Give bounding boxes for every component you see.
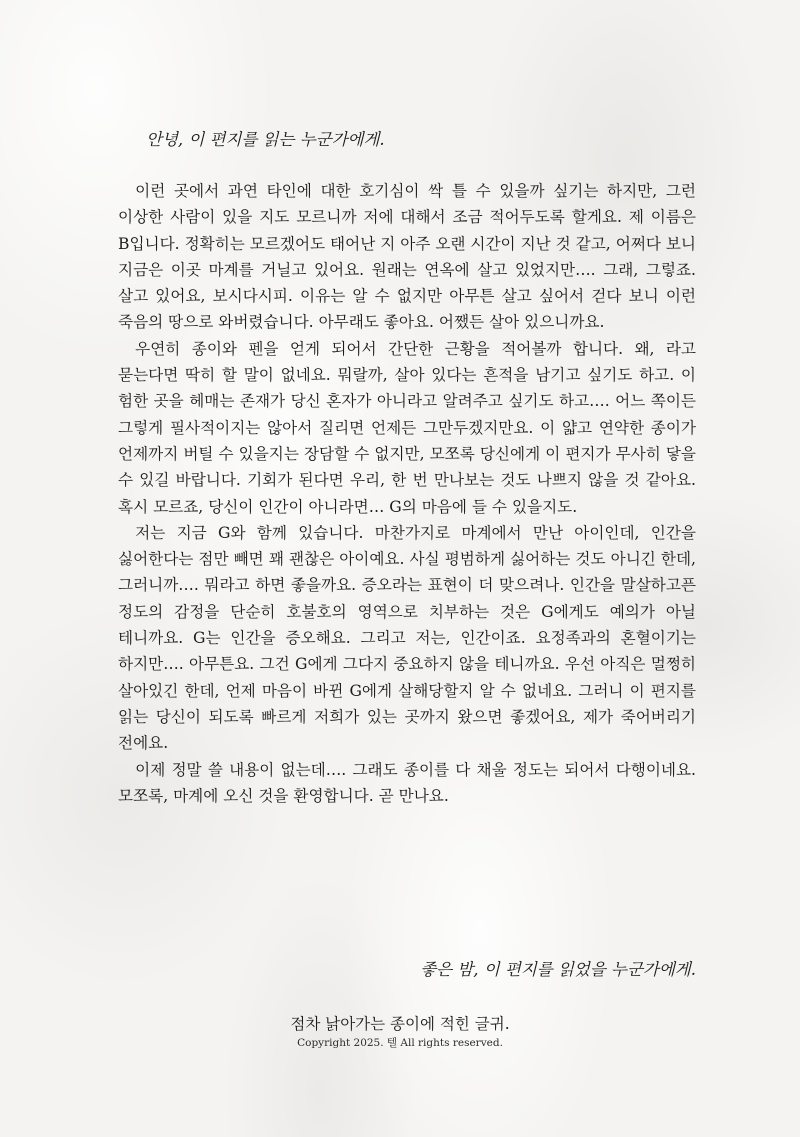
letter-greeting: 안녕, 이 편지를 읽는 누군가에게. — [146, 130, 385, 149]
letter-paragraph: 저는 지금 G와 함께 있습니다. 마찬가지로 마계에서 만난 아이인데, 인간을 싫어한다는 점만 빼면 꽤 괜찮은 아이예요. 사실 평범하게 싫어하는 것도 아니긴 한데, 그러니까…. 뭐라고 하면 좋을까요. 증오라는 표현이 더 맞으려나. 인간을 말살하고픈 정도의 감정을 단순히 호불호의 영역으로 치부하는 것은 G에게도 예의가 아닐 테니까요. G는 인간을 증오해요. 그리고 저는, 인간이죠. 요정족과의 혼혈이기는 하지만…. 아무튼요. 그건 G에게 그다지 중요하지 않을 테니까요. 우선 아직은 멀쩡히 살아있긴 한데, 언제 마음이 바뀐 G에게 살해당할지 알 수 없네요. 그러니 이 편지를 읽는 당신이 되도록 빠르게 저희가 있는 곳까지 왔으면 좋겠어요, 제가 죽어버리기 전에요. — [118, 523, 696, 753]
letter-paragraph: 우연히 종이와 펜을 얻게 되어서 간단한 근황을 적어볼까 합니다. 왜, 라고 묻는다면 딱히 할 말이 없네요. 뭐랄까, 살아 있다는 흔적을 남기고 싶기도 하고. 이 험한 곳을 헤매는 존재가 당신 혼자가 아니라고 알려주고 싶기도 하고…. 어느 쪽이든 그렇게 필사적이지는 않아서 질리면 언제든 그만두겠지만요. 이 얇고 연약한 종이가 언제까지 버틸 수 있을지는 장담할 수 없지만, 모쪼록 당신에게 이 편지가 무사히 닿을 수 있길 바랍니다. 기회가 된다면 우리, 한 번 만나보는 것도 나쁘지 않을 것 같아요. 혹시 모르죠, 당신이 인간이 아니라면… G의 마음에 들 수 있을지도. — [118, 339, 696, 516]
letter-paragraph: 이런 곳에서 과연 타인에 대한 호기심이 싹 틀 수 있을까 싶기는 하지만, 그런 이상한 사람이 있을 지도 모르니까 저에 대해서 조금 적어두도록 할게요. 제 이름은 B입니다. 정확히는 모르겠어도 태어난 지 아주 오랜 시간이 지난 것 같고, 어쩌다 보니 지금은 이곳 마계를 거닐고 있어요. 원래는 연옥에 살고 있었지만…. 그래, 그렇죠. 살고 있어요, 보시다시피. 이유는 알 수 없지만 아무튼 살고 싶어서 걷다 보니 이런 죽음의 땅으로 와버렸습니다. 아무래도 좋아요. 어쨌든 살아 있으니까요. — [118, 182, 696, 332]
letter-signoff: 좋은 밤, 이 편지를 읽었을 누군가에게. — [420, 960, 696, 979]
letter-paragraph: 이제 정말 쓸 내용이 없는데…. 그래도 종이를 다 채울 정도는 되어서 다행이네요. 모쪼록, 마계에 오신 것을 환영합니다. 곧 만나요. — [118, 760, 696, 805]
letter-body — [118, 178, 696, 809]
copyright-notice: Copyright 2025. 텔 All rights reserved. — [297, 1037, 503, 1049]
footer-caption: 점차 낡아가는 종이에 적힌 글귀. — [290, 1015, 510, 1033]
